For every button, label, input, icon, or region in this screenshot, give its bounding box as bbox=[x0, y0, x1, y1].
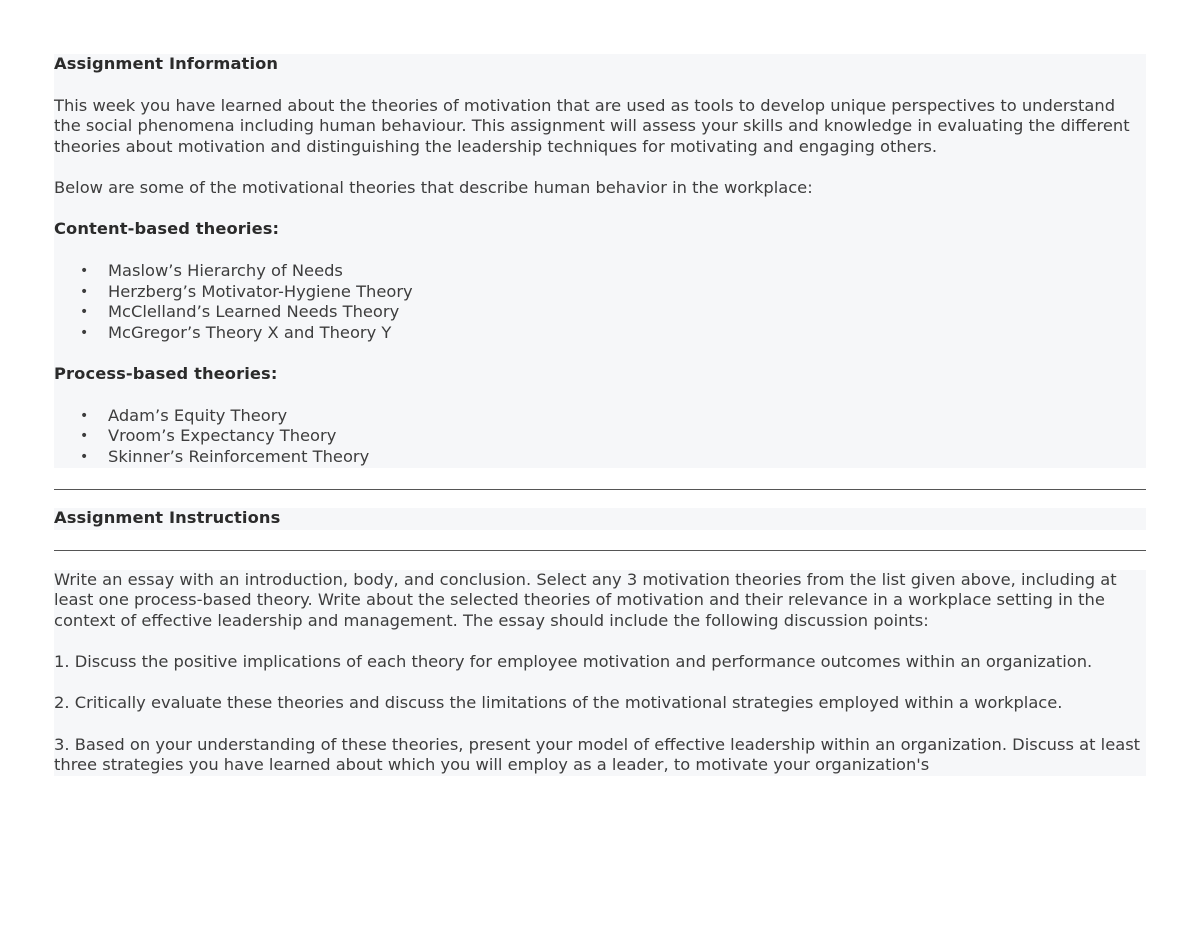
assignment-instructions-heading: Assignment Instructions bbox=[54, 507, 281, 527]
document-page bbox=[54, 54, 1146, 776]
essay-instructions-section bbox=[54, 570, 1146, 776]
process-based-heading: Process-based theories: bbox=[54, 364, 278, 384]
intro-paragraph: This week you have learned about the theories of motivation that are used as tools to develop unique perspectives to understand the social phenomena including human behaviour. This assignment will assess your skills and knowledge in evaluating the different theories about motivation and distinguishing the leadership techniques for motivating and engaging others. bbox=[54, 95, 1130, 156]
bullet-icon: • bbox=[80, 283, 89, 300]
bullet-icon: • bbox=[80, 428, 89, 445]
list-item: • McClelland’s Learned Needs Theory bbox=[80, 302, 400, 322]
discussion-point-3: 3. Based on your understanding of these theories, present your model of effective leadership within an organization. Discuss at least three strategies you have learned about which you will employ as a leader, to motivate your organization's bbox=[54, 734, 1141, 775]
assignment-information-heading: Assignment Information bbox=[54, 54, 279, 73]
list-item: • Vroom’s Expectancy Theory bbox=[80, 426, 337, 446]
list-item: • Skinner’s Reinforcement Theory bbox=[80, 447, 370, 467]
list-item: • Herzberg’s Motivator-Hygiene Theory bbox=[80, 281, 413, 301]
below-text-paragraph: Below are some of the motivational theories that describe human behavior in the workplace: bbox=[54, 178, 813, 198]
list-item: • McGregor’s Theory X and Theory Y bbox=[80, 322, 392, 342]
list-item: • Adam’s Equity Theory bbox=[80, 405, 288, 425]
assignment-instructions-header bbox=[54, 508, 1146, 530]
bullet-icon: • bbox=[80, 449, 89, 466]
bullet-icon: • bbox=[80, 263, 89, 280]
bullet-icon: • bbox=[80, 407, 89, 424]
process-theories-list bbox=[54, 406, 1146, 468]
discussion-point-1: 1. Discuss the positive implications of each theory for employee motivation and performance outcomes within an organization. bbox=[54, 652, 1093, 672]
bullet-icon: • bbox=[80, 324, 89, 341]
list-item: • Maslow’s Hierarchy of Needs bbox=[80, 261, 343, 281]
bullet-icon: • bbox=[80, 304, 89, 321]
discussion-point-2: 2. Critically evaluate these theories and discuss the limitations of the motivational strategies employed within a workplace. bbox=[54, 693, 1063, 713]
assignment-information-section bbox=[54, 54, 1146, 468]
content-based-heading: Content-based theories: bbox=[54, 219, 280, 239]
essay-intro-paragraph: Write an essay with an introduction, body, and conclusion. Select any 3 motivation theories from the list given above, including at least one process-based theory. Write about the selected theories of motivation and their relevance in a workplace setting in the context of effective leadership and management. The essay should include the following discussion points: bbox=[54, 569, 1117, 630]
content-theories-list bbox=[54, 261, 1146, 343]
